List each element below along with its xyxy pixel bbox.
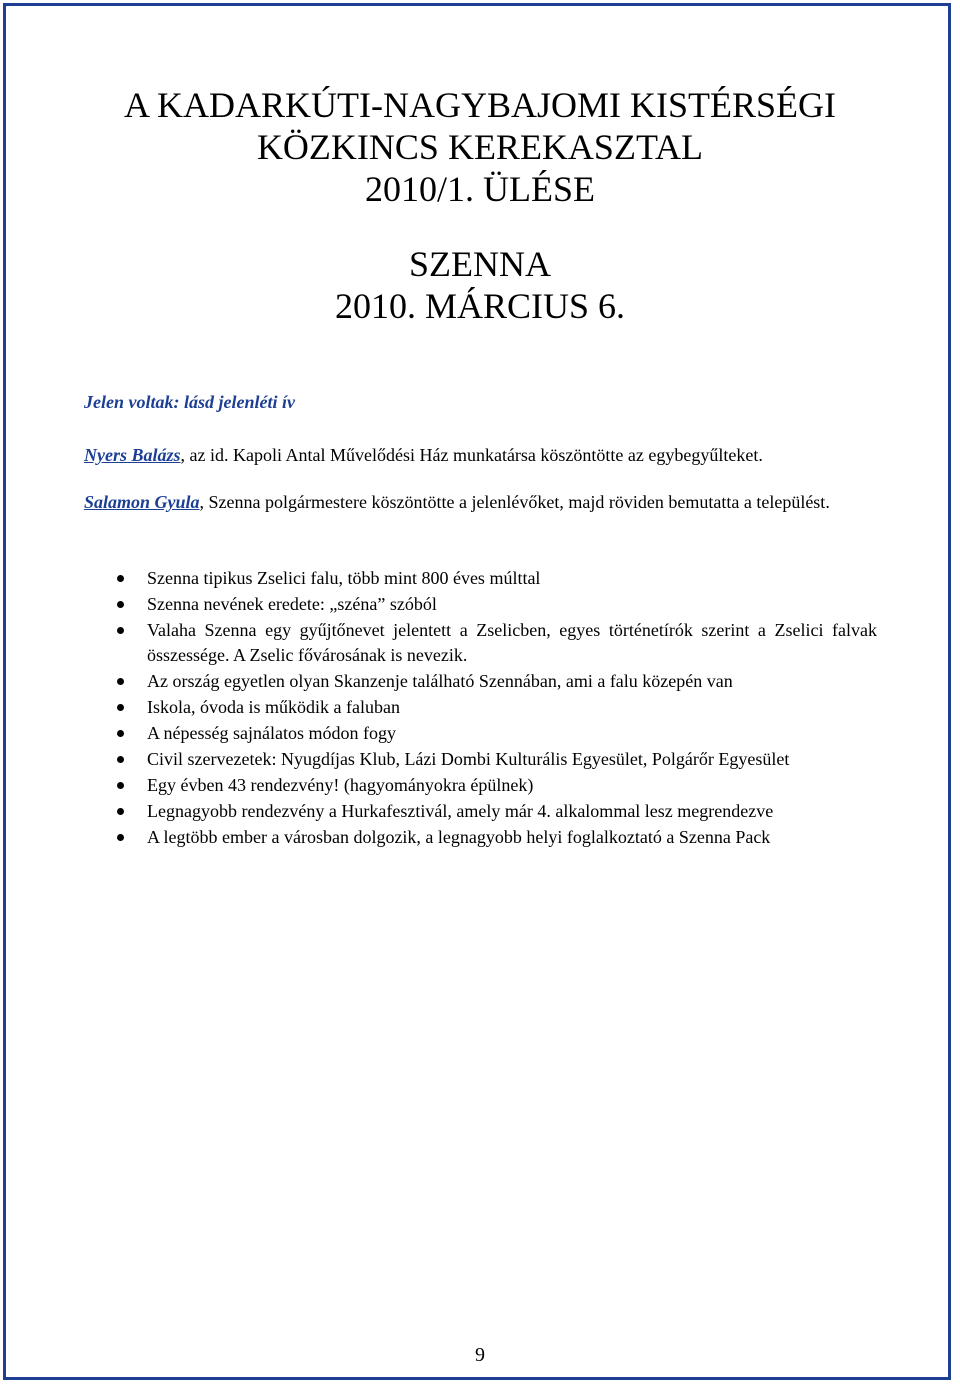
list-item: Szenna nevének eredete: „széna” szóból <box>147 592 877 617</box>
list-item: Az ország egyetlen olyan Skanzenje található Szennában, ami a falu közepén van <box>147 669 877 694</box>
title-line-2: KÖZKINCS KEREKASZTAL <box>256 127 704 167</box>
list-item: A népesség sajnálatos módon fogy <box>147 721 877 746</box>
list-item: Legnagyobb rendezvény a Hurkafesztivál, amely már 4. alkalommal lesz megrendezve <box>147 799 877 824</box>
title-line-1: A KADARKÚTI-NAGYBAJOMI KISTÉRSÉGI <box>124 85 836 125</box>
document-title <box>0 84 960 210</box>
meeting-place-and-date <box>0 243 960 327</box>
list-item: Szenna tipikus Zselici falu, több mint 800 éves múlttal <box>147 566 877 591</box>
welcome-paragraph <box>84 443 876 467</box>
title-line-3: 2010/1. ÜLÉSE <box>365 169 595 209</box>
page-number: 9 <box>475 1344 485 1366</box>
meeting-date: 2010. MÁRCIUS 6. <box>334 286 626 326</box>
list-item: Valaha Szenna egy gyűjtőnevet jelentett a Zselicben, egyes történetírók szerint a Zselici falvak összessége. A Zselic fővárosának is nevezik. <box>147 618 877 667</box>
attendance-note: Jelen voltak: lásd jelenléti ív <box>84 392 295 412</box>
paragraph-text: , az id. Kapoli Antal Művelődési Ház munkatársa köszöntötte az egybegyűlteket. <box>180 445 763 465</box>
mayor-paragraph <box>84 490 876 514</box>
paragraph-text: , Szenna polgármestere köszöntötte a jelenlévőket, majd röviden bemutatta a települést. <box>199 492 830 512</box>
meeting-location: SZENNA <box>409 244 551 284</box>
list-item: Iskola, óvoda is működik a faluban <box>147 695 877 720</box>
list-item: Civil szervezetek: Nyugdíjas Klub, Lázi Dombi Kulturális Egyesület, Polgárőr Egyesület <box>147 747 877 772</box>
speaker-name: Nyers Balázs <box>84 445 181 465</box>
village-facts-list <box>147 566 877 851</box>
speaker-name: Salamon Gyula <box>84 492 200 512</box>
list-item: A legtöbb ember a városban dolgozik, a legnagyobb helyi foglalkoztató a Szenna Pack <box>147 825 877 850</box>
list-item: Egy évben 43 rendezvény! (hagyományokra épülnek) <box>147 773 877 798</box>
